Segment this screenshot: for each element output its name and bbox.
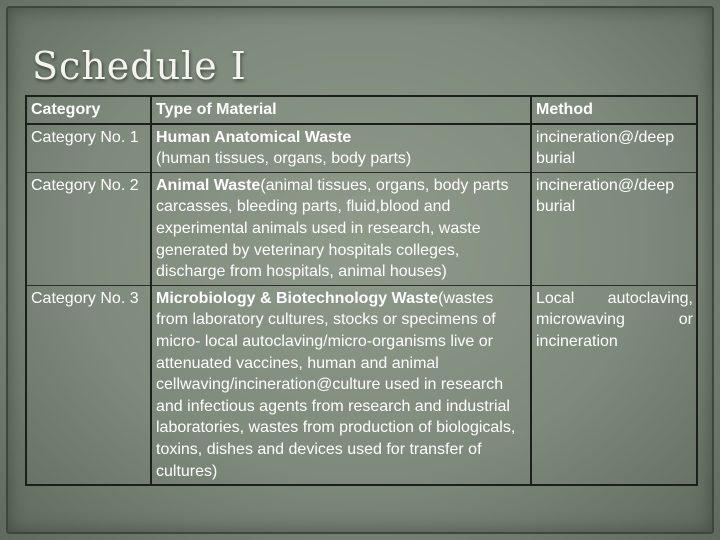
header-method: Method xyxy=(531,96,697,124)
material-title: Microbiology & Biotechnology Waste xyxy=(156,289,439,307)
material-title: Animal Waste xyxy=(156,176,261,194)
table-row xyxy=(26,285,697,485)
row-category: Category No. 1 xyxy=(26,124,151,173)
material-detail: (human tissues, organs, body parts) xyxy=(156,150,412,168)
row-material xyxy=(151,172,531,285)
slide-title: Schedule I xyxy=(32,44,247,88)
header-material: Type of Material xyxy=(151,96,531,124)
table-row xyxy=(26,172,697,285)
material-detail: (wastes from laboratory cultures, stocks or specimens of micro- local autoclaving/micro-organisms live or attenuated vaccines, human and animal cellwaving/incineration@culture used in research and infectious agents from research and industrial laboratories, wastes from production of biologicals, toxins, dishes and devices used for transfer of cultures) xyxy=(156,289,516,480)
row-material xyxy=(151,285,531,485)
row-material xyxy=(151,124,531,173)
row-method: incineration@/deep burial xyxy=(531,124,697,173)
table-header-row xyxy=(26,96,697,124)
row-category: Category No. 2 xyxy=(26,172,151,285)
row-method: Local autoclaving, microwaving or incineration xyxy=(531,285,697,485)
header-category: Category xyxy=(26,96,151,124)
material-title: Human Anatomical Waste xyxy=(156,128,352,146)
schedule-table xyxy=(25,95,698,486)
material-detail: (animal tissues, organs, body parts carcasses, bleeding parts, fluid,blood and experimental animals used in research, waste generated by veterinary hospitals colleges, discharge from hospitals, animal houses) xyxy=(156,176,509,281)
row-method: incineration@/deep burial xyxy=(531,172,697,285)
table-row xyxy=(26,124,697,173)
row-category: Category No. 3 xyxy=(26,285,151,485)
